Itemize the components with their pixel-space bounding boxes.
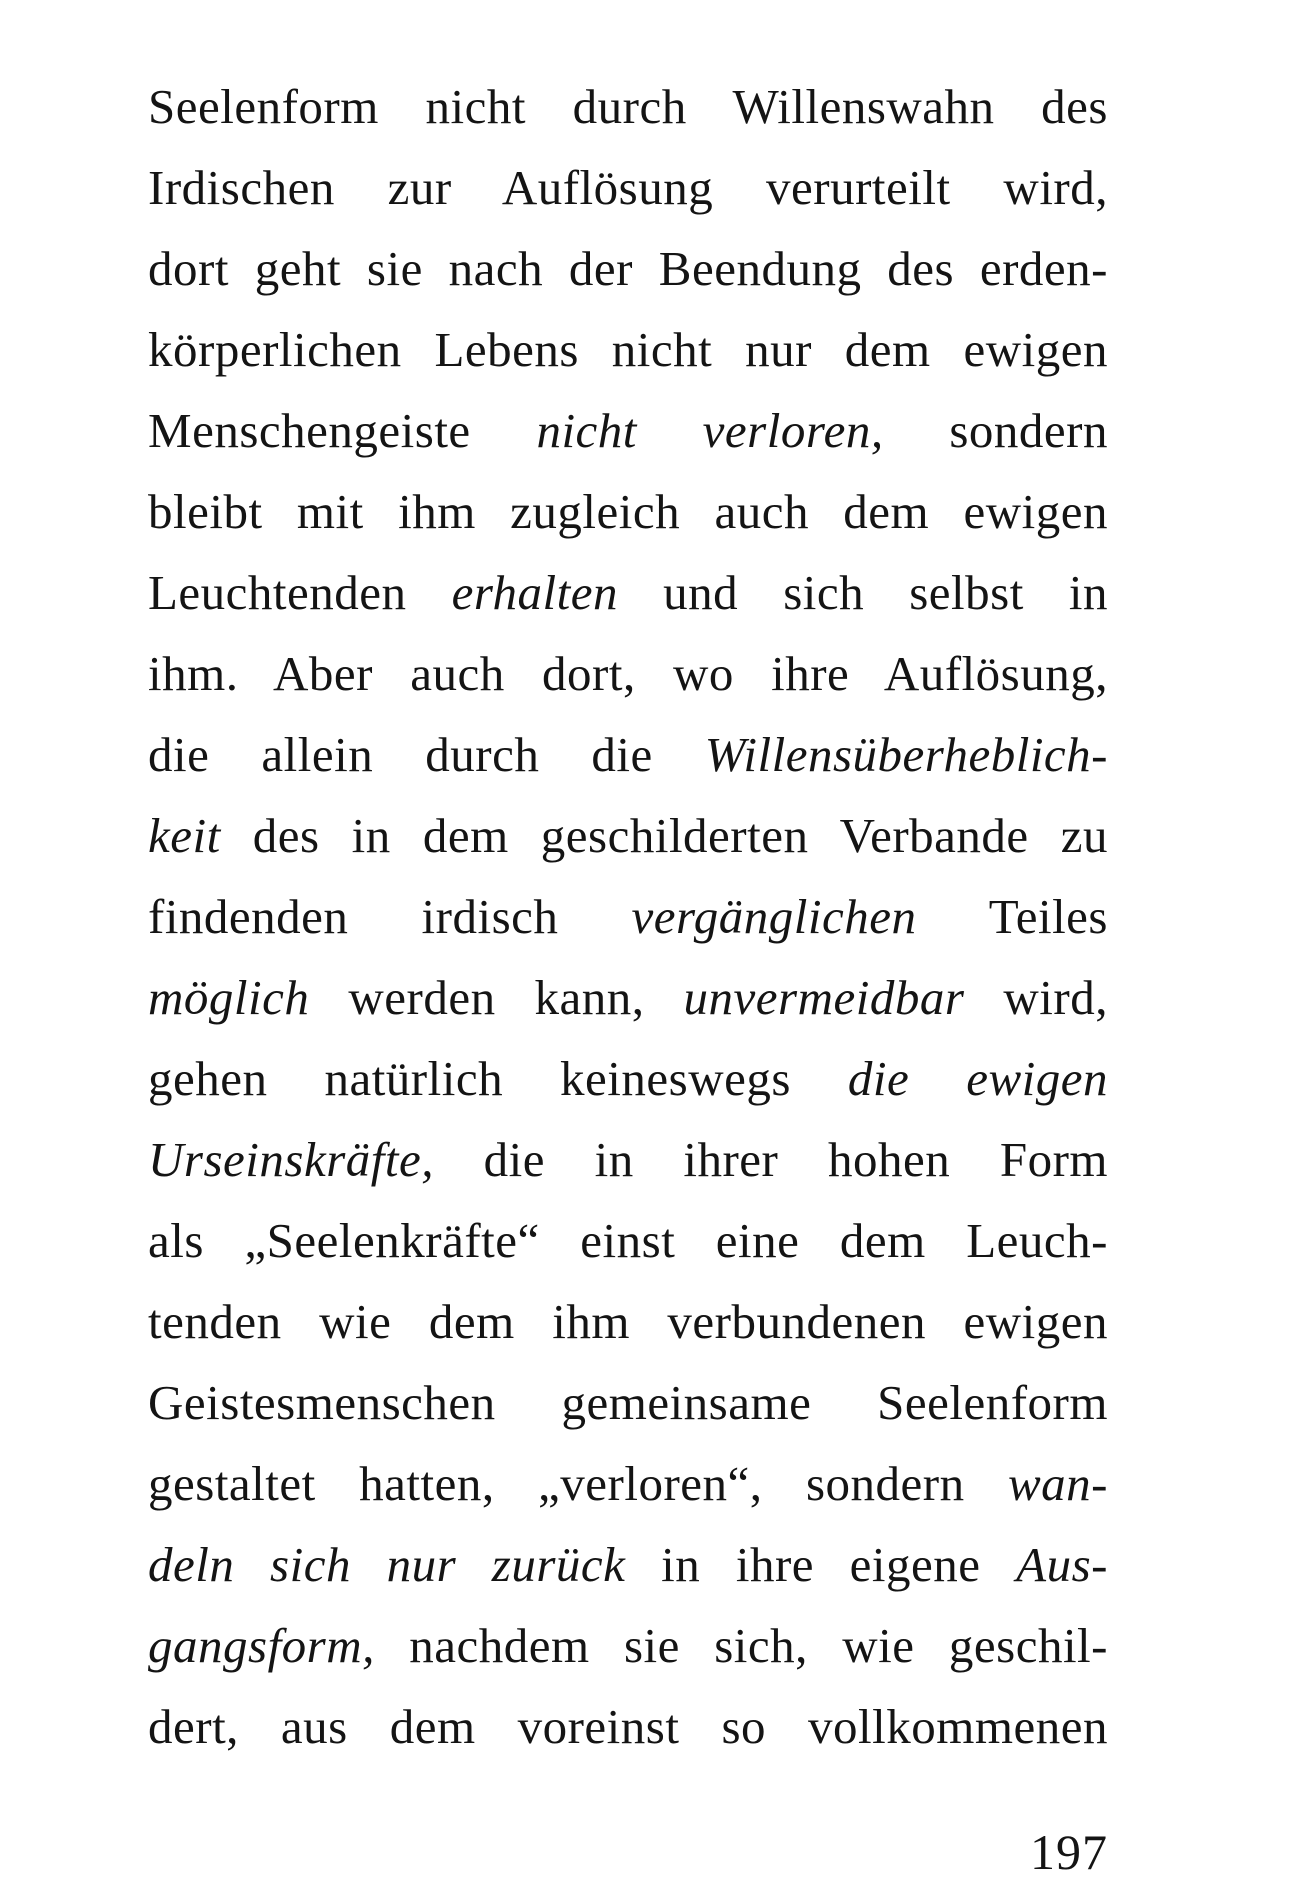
text-line <box>148 957 1108 1038</box>
text-line <box>148 471 1108 552</box>
text-line <box>148 66 1108 147</box>
text-segment: Teiles <box>916 889 1109 944</box>
text-line <box>148 1686 1108 1767</box>
text-line <box>148 390 1108 471</box>
text-line <box>148 309 1108 390</box>
italic-text: erhalten <box>451 565 619 620</box>
text-line <box>148 795 1108 876</box>
text-line <box>148 1605 1108 1686</box>
italic-text: nicht verloren, <box>536 403 884 458</box>
text-segment: als „Seelenkräfte“ einst eine dem Leuch- <box>148 1213 1108 1268</box>
text-line <box>148 1443 1108 1524</box>
text-segment: Leuchtenden <box>148 565 452 620</box>
text-line <box>148 228 1108 309</box>
text-segment: gestaltet hatten, „verloren“, sondern <box>148 1456 1008 1511</box>
italic-text: Urseinskräfte, <box>148 1132 434 1187</box>
text-line <box>148 552 1108 633</box>
text-segment: tenden wie dem ihm verbundenen ewigen <box>148 1294 1108 1349</box>
italic-text: Willensüberheblich- <box>704 727 1108 782</box>
text-segment: dert, aus dem voreinst so vollkommenen <box>148 1699 1108 1754</box>
text-segment: Menschengeiste <box>148 403 537 458</box>
body-text <box>148 66 1108 1767</box>
text-line <box>148 1119 1108 1200</box>
text-line <box>148 1200 1108 1281</box>
text-segment: körperlichen Lebens nicht nur dem ewigen <box>148 322 1108 377</box>
italic-text: die ewigen <box>847 1051 1108 1106</box>
text-segment: die in ihrer hohen Form <box>434 1132 1108 1187</box>
text-segment: Geistesmenschen gemeinsame Seelenform <box>148 1375 1108 1430</box>
italic-text: unvermeidbar <box>683 970 965 1025</box>
text-line <box>148 1038 1108 1119</box>
text-segment: wird, <box>964 970 1108 1025</box>
text-segment: bleibt mit ihm zugleich auch dem ewigen <box>148 484 1108 539</box>
text-segment: nachdem sie sich, wie geschil- <box>374 1618 1108 1673</box>
text-segment: ihm. Aber auch dort, wo ihre Auflösung, <box>148 646 1108 701</box>
text-segment: Seelenform nicht durch Willenswahn des <box>148 79 1108 134</box>
text-segment: die allein durch die <box>148 727 705 782</box>
text-segment: und sich selbst in <box>618 565 1108 620</box>
italic-text: wan- <box>1008 1456 1108 1511</box>
text-line <box>148 1524 1108 1605</box>
italic-text: vergänglichen <box>631 889 917 944</box>
page-number: 197 <box>1030 1824 1108 1880</box>
text-line <box>148 147 1108 228</box>
italic-text: Aus- <box>1016 1537 1108 1592</box>
text-line <box>148 714 1108 795</box>
italic-text: keit <box>148 808 221 863</box>
text-line <box>148 633 1108 714</box>
italic-text: gangsform, <box>148 1618 375 1673</box>
text-line <box>148 1281 1108 1362</box>
text-segment: Irdischen zur Auflösung verurteilt wird, <box>148 160 1108 215</box>
text-segment: gehen natürlich keineswegs <box>148 1051 848 1106</box>
italic-text: deln sich nur zurück <box>148 1537 626 1592</box>
text-segment: des in dem geschilderten Verbande zu <box>220 808 1108 863</box>
text-segment: werden kann, <box>309 970 684 1025</box>
text-segment: sondern <box>883 403 1108 458</box>
text-line <box>148 1362 1108 1443</box>
text-segment: findenden irdisch <box>148 889 632 944</box>
text-segment: in ihre eigene <box>625 1537 1017 1592</box>
italic-text: möglich <box>148 970 310 1025</box>
text-line <box>148 876 1108 957</box>
text-segment: dort geht sie nach der Beendung des erden- <box>148 241 1108 296</box>
